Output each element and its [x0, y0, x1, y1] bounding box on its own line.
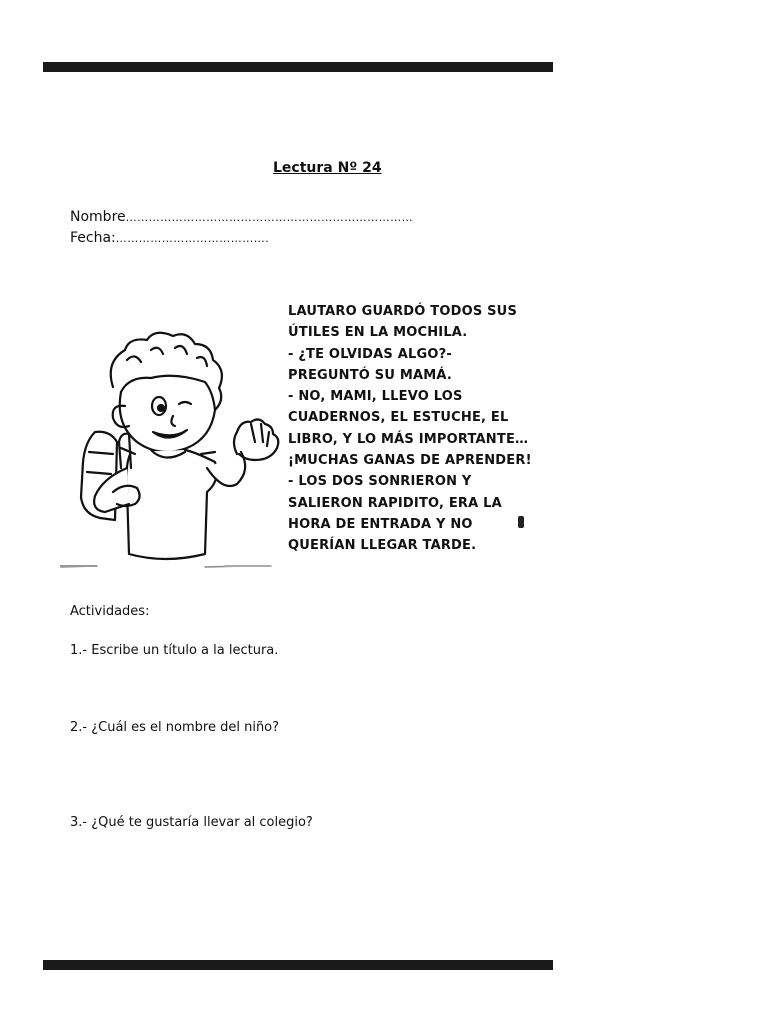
- fecha-label: Fecha:: [70, 230, 116, 246]
- story-line: ÚTILES EN LA MOCHILA.: [288, 325, 468, 341]
- story-line: ¡MUCHAS GANAS DE APRENDER!: [288, 453, 532, 469]
- top-rule: [43, 62, 553, 72]
- scan-edge-line: [60, 565, 530, 567]
- question-3: 3.- ¿Qué te gustaría llevar al colegio?: [70, 815, 313, 830]
- story-line: HORA DE ENTRADA Y NO: [288, 516, 473, 532]
- story-text: [288, 301, 538, 557]
- nombre-label: Nombre: [70, 209, 126, 225]
- fecha-field: [70, 230, 269, 246]
- fecha-line: ………………………………….: [115, 232, 270, 245]
- story-line: - LOS DOS SONRIERON Y: [288, 474, 472, 490]
- story-line: - ¿TE OLVIDAS ALGO?-: [288, 346, 452, 362]
- story-line: PREGUNTÓ SU MAMÁ.: [288, 367, 452, 383]
- question-1: 1.- Escribe un título a la lectura.: [70, 643, 279, 658]
- story-line: LAUTARO GUARDÓ TODOS SUS: [288, 304, 518, 319]
- story-line: SALIERON RAPIDITO, ERA LA: [288, 495, 502, 511]
- bottom-rule: [43, 960, 553, 970]
- question-2: 2.- ¿Cuál es el nombre del niño?: [70, 720, 280, 735]
- page-title: Lectura Nº 24: [273, 160, 382, 176]
- story-line: - NO, MAMI, LLEVO LOS: [288, 389, 463, 405]
- scan-smudge: [518, 516, 524, 528]
- story-line: CUADERNOS, EL ESTUCHE, EL: [288, 410, 509, 426]
- nombre-field: [70, 209, 413, 225]
- story-line: LIBRO, Y LO MÁS IMPORTANTE…: [288, 431, 529, 447]
- story-line: QUERÍAN LLEGAR TARDE.: [288, 538, 477, 554]
- nombre-line: …………………………………………………………………: [125, 211, 414, 224]
- boy-with-backpack-illustration: [55, 292, 290, 577]
- activities-heading: Actividades:: [70, 604, 150, 619]
